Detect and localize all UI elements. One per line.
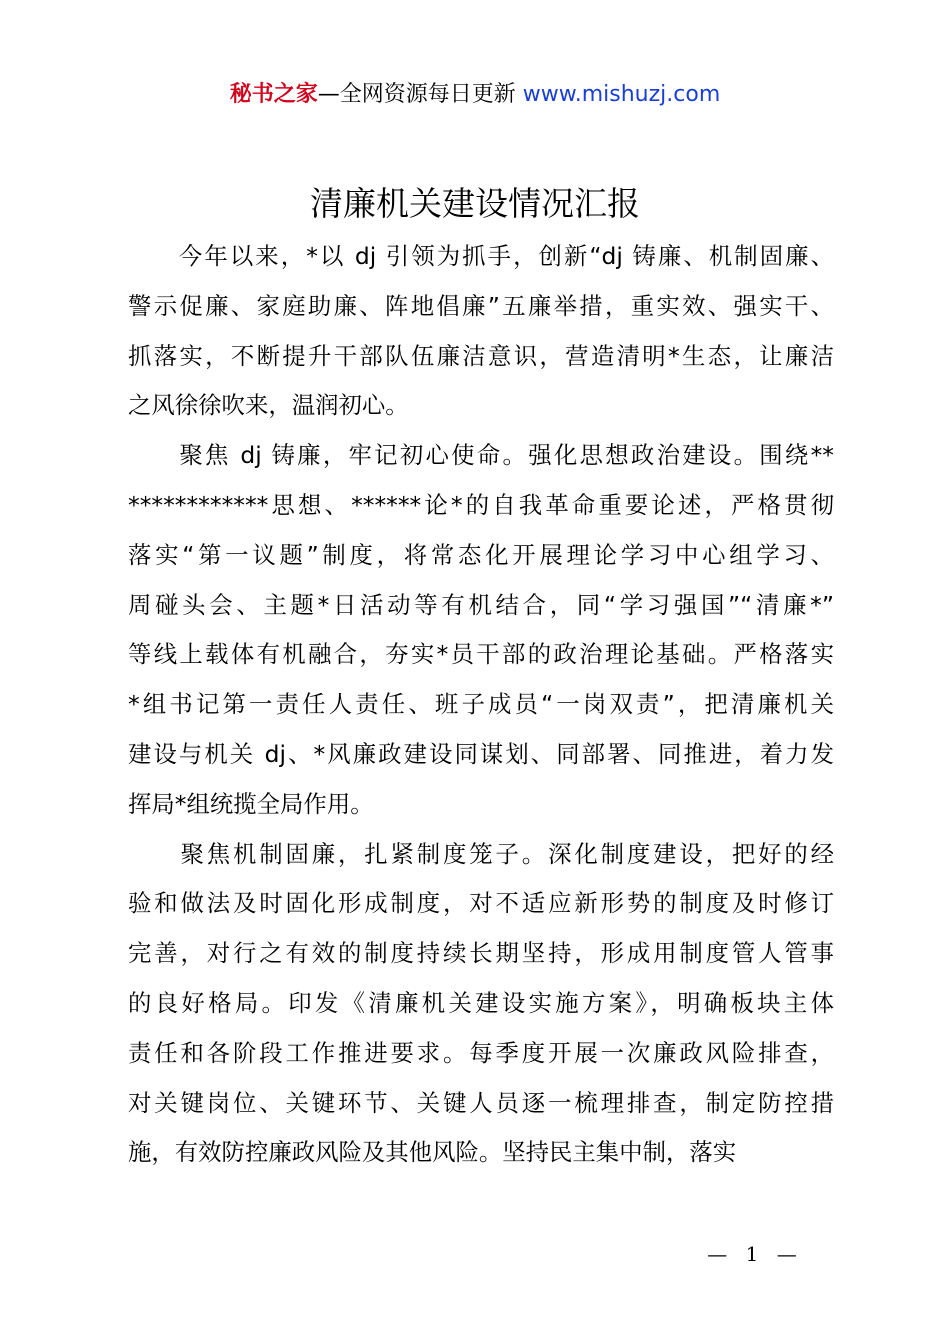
text-line: 警示促廉、家庭助廉、阵地倡廉”五廉举措，重实效、强实干、	[128, 291, 834, 320]
text-line: 责任和各阶段工作推进要求。每季度开展一次廉政风险排查，	[128, 1038, 834, 1067]
text-line: ************思想、******论*的自我革命重要论述，严格贯彻	[128, 490, 834, 519]
page-number: — 1 —	[707, 1242, 803, 1266]
text-line: 施，有效防控廉政风险及其他风险。坚持民主集中制，落实	[128, 1138, 737, 1167]
text-line: 挥局*组统揽全局作用。	[128, 789, 374, 818]
site-header	[0, 80, 950, 110]
paragraph	[128, 431, 834, 829]
site-url-link[interactable]: www.mishuzj.com	[522, 82, 721, 107]
document-body	[128, 232, 834, 1178]
text-line: 抓落实，不断提升干部队伍廉洁意识，营造清明*生态，让廉洁	[128, 341, 834, 370]
text-line: 今年以来，*以 dj 引领为抓手，创新“dj 铸廉、机制固廉、	[128, 242, 834, 270]
text-line: 验和做法及时固化形成制度，对不适应新形势的制度及时修订	[128, 889, 834, 918]
text-line: 的良好格局。印发《清廉机关建设实施方案》，明确板块主体	[128, 988, 834, 1017]
text-line: 聚焦 dj 铸廉，牢记初心使命。强化思想政治建设。围绕**	[128, 441, 834, 470]
text-line: 等线上载体有机融合，夯实*员干部的政治理论基础。严格落实	[128, 640, 834, 669]
text-line: 落实“第一议题”制度，将常态化开展理论学习中心组学习、	[128, 540, 834, 569]
text-line: 建设与机关 dj、*风廉政建设同谋划、同部署、同推进，着力发	[128, 739, 834, 768]
paragraph	[128, 232, 834, 431]
text-line: 聚焦机制固廉，扎紧制度笼子。深化制度建设，把好的经	[128, 839, 834, 868]
text-line: 完善，对行之有效的制度持续长期坚持，形成用制度管人管事	[128, 939, 834, 968]
text-line: 对关键岗位、关键环节、关键人员逐一梳理排查，制定防控措	[128, 1088, 834, 1117]
text-line: 之风徐徐吹来，温润初心。	[128, 391, 409, 420]
text-line: *组书记第一责任人责任、班子成员“一岗双责”，把清廉机关	[128, 690, 834, 719]
text-line: 周碰头会、主题*日活动等有机结合，同“学习强国”“清廉*”	[128, 590, 834, 619]
document-title: 清廉机关建设情况汇报	[310, 184, 640, 223]
paragraph	[128, 830, 834, 1179]
brand-name: 秘书之家	[229, 82, 318, 107]
header-tagline: —全网资源每日更新	[317, 82, 523, 107]
